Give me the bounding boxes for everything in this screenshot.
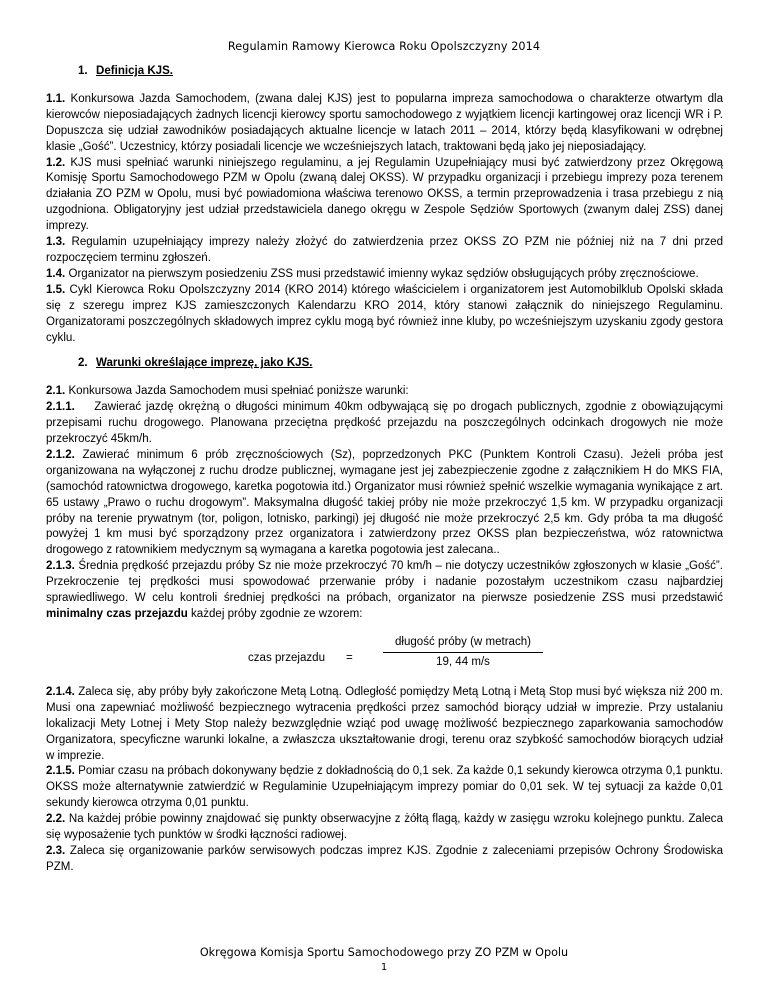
paragraph-text: Zawierać minimum 6 prób zręcznościowych (Sz), poprzedzonych PKC (Punktem Kontroli Czasu). Jeżeli próba jest organizowana na wyłączonej z ruchu drodze publicznej, wymagane jest jej zabezpieczenie zgodne z załącznikiem H do MKS FIA, (samochód ratownictwa drogowego, karetka pogotowia itd.) Organizator musi również spełnić wszelkie wymagania wynikające z art. 65 ustawy „Prawo o ruchu drogowym”. Maksymalna długość takiej próby nie może przekroczyć 1,5 km. W przypadku organizacji próby na terenie prywatnym (tor, poligon, lotnisko, parkingi) jej długość nie może przekroczyć 2,5 km. Gdy próba ta ma długość powyżej 1 km musi być sporządzony przez organizatora i zatwierdzony przez OKSS plan bezpieczeństwa, wóz ratownictwa drogowego z ratownikiem medycznym są wymagana a karetka pogotowia jest zalecana.. [46,448,723,557]
paragraph-2-1-3 [46,559,723,623]
paragraph-text: Zaleca się organizowanie parków serwisowych podczas imprez KJS. Zgodnie z zaleceniami przepisów Ochrony Środowiska PZM. [46,844,723,873]
paragraph-label: 2.1.2. [46,448,75,461]
formula-left-side: czas przejazdu [248,651,326,664]
paragraph-label: 2.1.4. [46,685,75,698]
paragraph-label: 1.1. [46,92,66,105]
paragraph-label: 1.5. [46,283,66,296]
paragraph-label: 2.1. [46,385,66,398]
page-number: 1 [380,962,388,973]
paragraph-2-2 [46,812,723,844]
document-body [46,64,727,876]
formula-equals: = [346,651,353,664]
section-heading-1 [46,64,723,80]
paragraph-2-1 [46,384,723,400]
paragraph-1-5 [46,283,723,347]
paragraph-1-1 [46,92,723,156]
paragraph-2-1-1 [46,400,727,448]
paragraph-label: 2.1.5. [46,765,75,778]
paragraph-label: 2.3. [46,844,66,857]
paragraph-label: 1.3. [46,236,66,249]
paragraph-text: każdej próby zgodnie ze wzorem: [187,608,363,620]
paragraph-text: Pomiar czasu na próbach dokonywany będzie z dokładnością do 0,1 sek. Za każde 0,1 sekundy kierowca otrzyma 0,1 punktu. OKSS może alternatywnie zatwierdzić w Regulaminie Uzupełniającym imprezy pomiar do 0,01 sek. W tej sytuacji za każde 0,01 sekundy kierowca otrzyma 0,01 punktu. [46,765,723,810]
section-title: Definicja KJS. [96,65,174,77]
paragraph-text: Konkursowa Jazda Samochodem, (zwana dalej KJS) jest to popularna impreza samochodowa o charakterze otwartym dla kierowców nieposiadających żadnych licencji kierowcy sportu samochodowego z wyjątkiem licencji kartingowej oraz licencji WR i P. Dopuszcza się udział zawodników posiadających aktualne licencje w latach 2011 – 2014, którzy będą klasyfikowani w odrębnej klasie „Gość”. Uczestnicy, którzy posiadali licencje we wcześniejszych latach, traktowani będą jako jej nieposiadający. [46,92,723,153]
paragraph-2-1-4 [46,685,723,765]
section-number: 1. [78,65,88,77]
section-number: 2. [78,357,88,370]
section-title: Warunki określające imprezę, jako KJS. [96,357,313,370]
paragraph-label: 1.2. [46,156,66,169]
paragraph-text: Cykl Kierowca Roku Opolszczyzny 2014 (KRO 2014) którego właścicielem i organizatorem jest Automobilklub Opolski składa się z szeregu imprez KJS zamieszczonych Kalendarzu KRO 2014, który stanowi załącznik do niniejszego Regulaminu. Organizatorami poszczególnych składowych imprez cyklu mogą być również inne kluby, po wcześniejszym uzyskaniu zgody gestora cyklu. [46,283,723,344]
paragraph-1-3 [46,235,723,267]
formula-numerator: długość próby (w metrach) [383,635,543,653]
page-footer [0,945,768,975]
paragraph-text: Konkursowa Jazda Samochodem musi spełniać poniższe warunki: [65,385,409,398]
page-header: Regulamin Ramowy Kierowca Roku Opolszczyzny 2014 [227,40,541,53]
formula-denominator: 19, 44 m/s [436,655,490,668]
paragraph-2-3 [46,844,723,876]
paragraph-text: Zaleca się, aby próby były zakończone Metą Lotną. Odległość pomiędzy Metą Lotną i Metą Stop musi być większa niż 200 m. Musi ona zapewniać możliwość bezpiecznego wytracenia prędkości przez samochód biorący udział w imprezie. Przy ustalaniu lokalizacji Mety Lotnej i Mety Stop należy bezwzględnie wziąć pod uwagę możliwość bezpiecznego zaparkowania samochodów Organizatora, specyficzne warunki lokalne, a zwłaszcza ukształtowanie drogi, terenu oraz szybkość samochodów biorących udział w imprezie. [46,685,723,762]
time-formula [46,631,723,679]
paragraph-text: Zawierać jazdę okrężną o długości minimum 40km odbywającą się po drogach publicznych, zgodnie z obowiązującymi przepisami ruchu drogowego. Planowana przeciętna prędkość przejazdu na poszczególnych odcinkach drogowych nie może przekroczyć 45km/h. [46,401,727,446]
paragraph-1-4 [46,267,723,283]
paragraph-2-1-5 [46,764,723,812]
paragraph-text: Regulamin uzupełniający imprezy należy złożyć do zatwierdzenia przez OKSS ZO PZM nie później niż na 7 dni przed rozpoczęciem terminu zgłoszeń. [46,236,723,264]
paragraph-label: 2.2. [46,813,66,826]
paragraph-text: Na każdej próbie powinny znajdować się punkty obserwacyjne z żółtą flagą, każdy w zasięgu wzroku kolejnego punktu. Zaleca się wyposażenie tych punktów w środki łączności radiowej. [46,813,723,842]
paragraph-2-1-2 [46,448,723,559]
paragraph-text: KJS musi spełniać warunki niniejszego regulaminu, a jej Regulamin Uzupełniający musi być zatwierdzony przez Okręgową Komisję Sportu Samochodowego PZM w Opolu (zwaną dalej OKSS). W przypadku organizacji i przebiegu imprezy poza terenem działania ZO PZM w Opolu, musi być powiadomiona właściwa terenowo OKSS, a termin przeprowadzenia i trasa przebiegu z nią uzgodniona. Obligatoryjny jest udział przedstawiciela danego okręgu w Zespole Sędziów Sportowych (zwanym dalej ZSS) danej imprezy. [46,156,723,233]
paragraph-emphasis: minimalny czas przejazdu [46,608,188,620]
paragraph-label: 2.1.3. [46,560,75,573]
paragraph-text: Organizator na pierwszym posiedzeniu ZSS musi przedstawić imienny wykaz sędziów obsługujących próby zręcznościowe. [65,267,699,280]
paragraph-label: 2.1.1. [46,401,75,414]
footer-organization: Okręgowa Komisja Sportu Samochodowego przy ZO PZM w Opolu [199,946,569,959]
paragraph-1-2 [46,156,723,236]
paragraph-text: Średnia prędkość przejazdu próby Sz nie może przekroczyć 70 km/h – nie dotyczy uczestników zgłoszonych w klasie „Gość”. Przekroczenie tej prędkości musi spowodować przerwanie próby i nadanie pozostałym uczestnikom czasu najbardziej sprawiedliwego. W celu kontroli średniej prędkości na próbach, organizator na pierwsze posiedzenie ZSS musi przedstawić [46,560,723,605]
section-heading-2 [46,356,723,372]
paragraph-label: 1.4. [46,267,66,280]
